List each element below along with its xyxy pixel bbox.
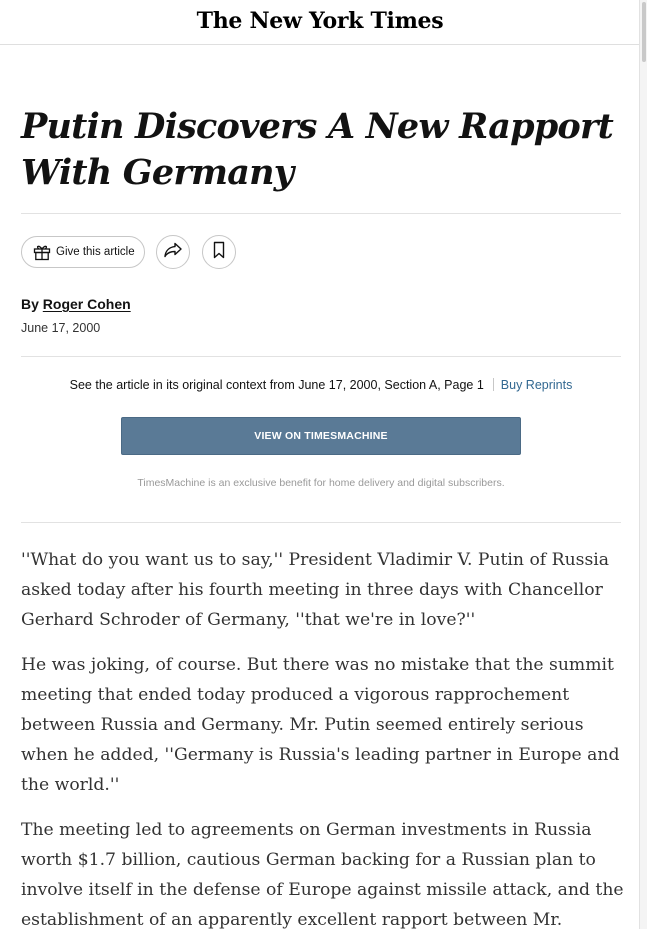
publish-date: June 17, 2000	[21, 321, 101, 335]
author-link[interactable]: Roger Cohen	[42, 296, 131, 312]
share-button[interactable]	[156, 235, 190, 269]
original-context-text: See the article in its original context from June 17, 2000, Section A, Page 1	[69, 378, 484, 392]
nyt-logo[interactable]: The New York Times	[196, 8, 444, 34]
timesmachine-context	[21, 378, 621, 392]
masthead	[0, 0, 640, 45]
save-button[interactable]	[202, 235, 236, 269]
bookmark-icon	[212, 241, 226, 264]
article-paragraph: ''What do you want us to say,'' President Vladimir V. Putin of Russia asked today after his fourth meeting in three days with Chancellor Gerhard Schroder of Germany, ''that we're in love?''	[21, 550, 610, 630]
gift-icon	[32, 242, 52, 262]
timesmachine-note: TimesMachine is an exclusive benefit for home delivery and digital subscribers.	[137, 477, 505, 489]
headline-divider	[21, 213, 621, 214]
scrollbar-thumb[interactable]	[642, 2, 646, 62]
byline	[21, 296, 131, 312]
article-headline: Putin Discovers A New Rapport With Germany	[21, 106, 613, 193]
view-on-timesmachine-button[interactable]: VIEW ON TIMESMACHINE	[121, 417, 521, 455]
scrollbar[interactable]	[639, 0, 647, 929]
byline-divider	[21, 356, 621, 357]
article-body	[21, 545, 627, 950]
share-tools	[21, 235, 236, 269]
byline-prefix: By	[21, 296, 39, 312]
share-arrow-icon	[163, 241, 183, 264]
give-article-button[interactable]	[21, 236, 145, 268]
article-paragraph: He was joking, of course. But there was no mistake that the summit meeting that ended today produced a vigorous rapprochement between Russia and Germany. Mr. Putin seemed entirely serious when he added, ''Germany is Russia's leading partner in Europe and the world.''	[21, 655, 620, 795]
context-separator	[493, 378, 494, 391]
context-divider	[21, 522, 621, 523]
buy-reprints-link[interactable]: Buy Reprints	[500, 378, 573, 392]
give-article-label: Give this article	[56, 246, 135, 258]
article-paragraph: The meeting led to agreements on German investments in Russia worth $1.7 billion, cautious German backing for a Russian plan to involve itself in the defense of Europe against missile attack, and the establishment of an apparently excellent rapport between Mr.	[21, 820, 624, 930]
